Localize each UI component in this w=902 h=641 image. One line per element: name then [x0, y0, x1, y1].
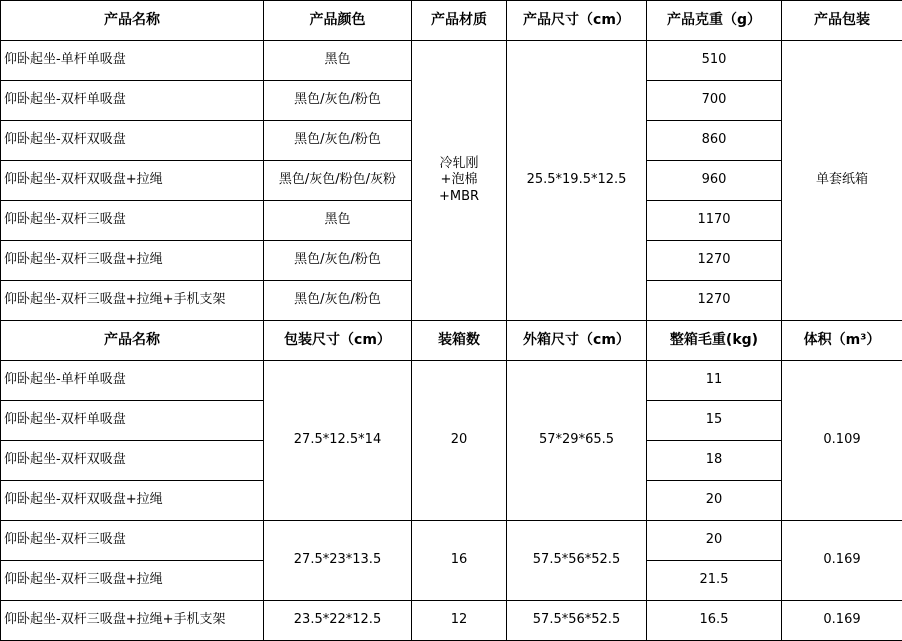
product-weight-cell: 1270 [647, 241, 782, 281]
product-name-cell: 仰卧起坐-双杆三吸盘+拉绳+手机支架 [1, 601, 264, 641]
carton-size-cell: 57*29*65.5 [507, 361, 647, 521]
volume-cell: 0.109 [782, 361, 902, 521]
material-line: +MBR [438, 188, 480, 204]
table-row [1, 41, 902, 81]
product-name-cell: 仰卧起坐-双杆双吸盘 [1, 121, 264, 161]
product-name-cell: 仰卧起坐-双杆单吸盘 [1, 401, 264, 441]
header-product-color: 产品颜色 [264, 1, 412, 41]
product-weight-cell: 1270 [647, 281, 782, 321]
volume-cell: 0.169 [782, 521, 902, 601]
carton-size-cell: 57.5*56*52.5 [507, 601, 647, 641]
product-color-cell: 黑色/灰色/粉色 [264, 81, 412, 121]
gross-weight-cell: 18 [647, 441, 782, 481]
product-size-cell: 25.5*19.5*12.5 [507, 41, 647, 321]
product-name-cell: 仰卧起坐-双杆双吸盘+拉绳 [1, 161, 264, 201]
header-product-weight: 产品克重（g） [647, 1, 782, 41]
carton-size-cell: 57.5*56*52.5 [507, 521, 647, 601]
product-name-cell: 仰卧起坐-双杆三吸盘+拉绳+手机支架 [1, 281, 264, 321]
gross-weight-cell: 16.5 [647, 601, 782, 641]
product-color-cell: 黑色 [264, 41, 412, 81]
carton-qty-cell: 12 [412, 601, 507, 641]
header-product-size: 产品尺寸（cm） [507, 1, 647, 41]
carton-qty-cell: 16 [412, 521, 507, 601]
pack-size-cell: 27.5*23*13.5 [264, 521, 412, 601]
material-line: 冷轧刚 [439, 156, 479, 172]
product-name-cell: 仰卧起坐-双杆双吸盘+拉绳 [1, 481, 264, 521]
product-weight-cell: 700 [647, 81, 782, 121]
table-row [1, 521, 902, 561]
product-name-cell: 仰卧起坐-双杆双吸盘 [1, 441, 264, 481]
header-carton-size: 外箱尺寸（cm） [507, 321, 647, 361]
header-row-2 [1, 321, 902, 361]
table-row [1, 361, 902, 401]
product-weight-cell: 510 [647, 41, 782, 81]
header-product-material: 产品材质 [412, 1, 507, 41]
volume-cell: 0.169 [782, 601, 902, 641]
product-name-cell: 仰卧起坐-双杆单吸盘 [1, 81, 264, 121]
product-color-cell: 黑色/灰色/粉色 [264, 121, 412, 161]
header-gross-weight: 整箱毛重(kg) [647, 321, 782, 361]
product-name-cell: 仰卧起坐-单杆单吸盘 [1, 361, 264, 401]
gross-weight-cell: 11 [647, 361, 782, 401]
gross-weight-cell: 15 [647, 401, 782, 441]
product-packaging-cell: 单套纸箱 [782, 41, 902, 321]
pack-size-cell: 23.5*22*12.5 [264, 601, 412, 641]
product-weight-cell: 860 [647, 121, 782, 161]
product-material-cell [412, 41, 507, 321]
product-weight-cell: 1170 [647, 201, 782, 241]
product-weight-cell: 960 [647, 161, 782, 201]
material-line: +泡棉 [440, 172, 478, 188]
product-name-cell: 仰卧起坐-单杆单吸盘 [1, 41, 264, 81]
product-color-cell: 黑色/灰色/粉色 [264, 241, 412, 281]
product-name-cell: 仰卧起坐-双杆三吸盘 [1, 201, 264, 241]
table-row [1, 601, 902, 641]
header-product-name-2: 产品名称 [1, 321, 264, 361]
header-row-1 [1, 1, 902, 41]
header-pack-size: 包装尺寸（cm） [264, 321, 412, 361]
header-carton-qty: 装箱数 [412, 321, 507, 361]
product-name-cell: 仰卧起坐-双杆三吸盘+拉绳 [1, 241, 264, 281]
gross-weight-cell: 20 [647, 481, 782, 521]
product-color-cell: 黑色 [264, 201, 412, 241]
pack-size-cell: 27.5*12.5*14 [264, 361, 412, 521]
product-name-cell: 仰卧起坐-双杆三吸盘+拉绳 [1, 561, 264, 601]
carton-qty-cell: 20 [412, 361, 507, 521]
header-product-name: 产品名称 [1, 1, 264, 41]
product-name-cell: 仰卧起坐-双杆三吸盘 [1, 521, 264, 561]
product-color-cell: 黑色/灰色/粉色 [264, 281, 412, 321]
gross-weight-cell: 20 [647, 521, 782, 561]
gross-weight-cell: 21.5 [647, 561, 782, 601]
header-product-packaging: 产品包装 [782, 1, 902, 41]
header-volume: 体积（m³） [782, 321, 902, 361]
product-color-cell: 黑色/灰色/粉色/灰粉 [264, 161, 412, 201]
